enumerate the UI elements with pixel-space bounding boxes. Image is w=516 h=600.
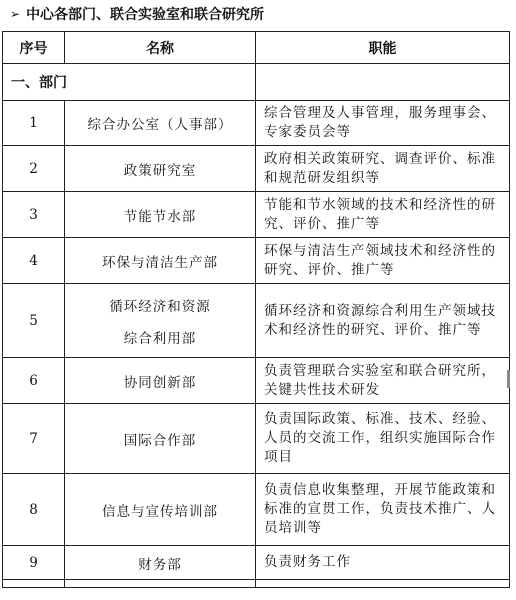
table-row [3, 474, 510, 546]
row-name: 政策研究室 [65, 146, 256, 192]
row-func: 节能和节水领域的技术和经济性的研究、评价、推广等 [256, 192, 510, 238]
row-func: 负责财务工作 [256, 546, 510, 580]
table-row [3, 358, 510, 404]
table-row [3, 101, 510, 146]
row-name-cell [65, 284, 256, 358]
table-header-row [3, 32, 510, 64]
table-row [3, 238, 510, 284]
row-name: 国际合作部 [65, 404, 256, 474]
section-heading [6, 2, 264, 26]
row-num: 5 [3, 284, 65, 358]
row-name-line2: 综合利用部 [123, 330, 197, 347]
table-row [3, 284, 510, 358]
row-func: 负责国际政策、标准、技术、经验、人员的交流工作，组织实施国际合作项目 [256, 404, 510, 474]
table-row [3, 404, 510, 474]
row-name: 节能节水部 [65, 192, 256, 238]
row-num: 4 [3, 238, 65, 284]
section-label: 一、部门 [3, 64, 256, 101]
section-row [3, 64, 510, 101]
row-func: 负责信息收集整理，开展节能政策和标准的宣贯工作，负责技术推广、人员培训等 [256, 474, 510, 546]
row-func: 循环经济和资源综合利用生产领域技术和经济性的研究、评价、推广等 [256, 284, 510, 358]
header-func: 职能 [256, 32, 510, 64]
row-num: 3 [3, 192, 65, 238]
row-func: 负责管理联合实验室和联合研究所，关键共性技术研发 [256, 358, 510, 404]
section-blank-cell [256, 64, 510, 101]
scrollbar-thumb[interactable] [507, 370, 510, 388]
row-num: 6 [3, 358, 65, 404]
row-name: 协同创新部 [65, 358, 256, 404]
arrow-bullet-icon: ➢ [10, 7, 21, 21]
table-row [3, 546, 510, 580]
row-num: 7 [3, 404, 65, 474]
table-row [3, 192, 510, 238]
section-heading-text: 中心各部门、联合实验室和联合研究所 [26, 7, 265, 23]
row-name: 信息与宣传培训部 [65, 474, 256, 546]
row-num: 2 [3, 146, 65, 192]
row-num: 1 [3, 101, 65, 146]
row-num: 8 [3, 474, 65, 546]
row-num: 9 [3, 546, 65, 580]
row-name: 环保与清洁生产部 [65, 238, 256, 284]
row-func: 政府相关政策研究、调查评价、标准和规范研发组织等 [256, 146, 510, 192]
table-row [3, 146, 510, 192]
table-row-partial [3, 580, 510, 588]
departments-table [2, 31, 510, 588]
row-name: 综合办公室（人事部） [65, 101, 256, 146]
header-num: 序号 [3, 32, 65, 64]
row-func: 环保与清洁生产领域技术和经济性的研究、评价、推广等 [256, 238, 510, 284]
row-name: 循环经济和资源 [109, 298, 211, 315]
row-func: 综合管理及人事管理，服务理事会、专家委员会等 [256, 101, 510, 146]
row-name: 财务部 [65, 546, 256, 580]
header-name: 名称 [65, 32, 256, 64]
